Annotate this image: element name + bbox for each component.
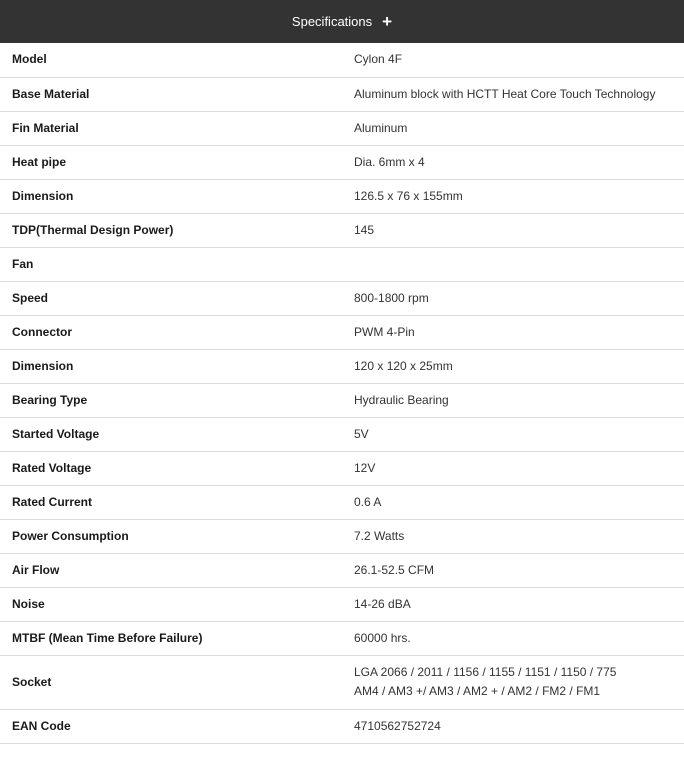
spec-value: 60000 hrs. [342, 621, 684, 655]
spec-label: Speed [0, 281, 342, 315]
spec-label: Fan [0, 247, 342, 281]
specifications-title: Specifications [291, 14, 373, 29]
spec-value [342, 247, 684, 281]
spec-label: Rated Voltage [0, 451, 342, 485]
spec-label: Heat pipe [0, 145, 342, 179]
spec-value-line-2: AM4 / AM3 +/ AM3 / AM2 + / AM2 / FM2 / FM1 [354, 684, 601, 698]
spec-value: Aluminum [342, 111, 684, 145]
spec-label: Dimension [0, 349, 342, 383]
spec-value: Cylon 4F [342, 43, 684, 77]
table-row [0, 621, 684, 655]
spec-value-multiline [342, 655, 684, 709]
table-row [0, 451, 684, 485]
spec-label: MTBF (Mean Time Before Failure) [0, 621, 342, 655]
spec-value: 120 x 120 x 25mm [342, 349, 684, 383]
table-row [0, 519, 684, 553]
table-row [0, 349, 684, 383]
table-row [0, 77, 684, 111]
spec-value: 5V [342, 417, 684, 451]
spec-label: Socket [0, 655, 342, 709]
table-row [0, 247, 684, 281]
spec-label: Connector [0, 315, 342, 349]
spec-label: Bearing Type [0, 383, 342, 417]
spec-value: Hydraulic Bearing [342, 383, 684, 417]
spec-label: EAN Code [0, 709, 342, 743]
specifications-toggle-header[interactable] [0, 0, 684, 43]
spec-label: Dimension [0, 179, 342, 213]
table-row [0, 553, 684, 587]
specifications-table [0, 43, 684, 744]
spec-label: Fin Material [0, 111, 342, 145]
spec-value: 0.6 A [342, 485, 684, 519]
table-row [0, 587, 684, 621]
table-row [0, 383, 684, 417]
spec-value: 126.5 x 76 x 155mm [342, 179, 684, 213]
spec-label: Started Voltage [0, 417, 342, 451]
spec-value: Dia. 6mm x 4 [342, 145, 684, 179]
spec-value: 14-26 dBA [342, 587, 684, 621]
table-row [0, 281, 684, 315]
spec-label: Model [0, 43, 342, 77]
table-row [0, 709, 684, 743]
spec-value: 800-1800 rpm [342, 281, 684, 315]
spec-label: Noise [0, 587, 342, 621]
spec-value: Aluminum block with HCTT Heat Core Touch Technology [342, 77, 684, 111]
spec-value: PWM 4-Pin [342, 315, 684, 349]
table-row [0, 43, 684, 77]
spec-value: 12V [342, 451, 684, 485]
spec-label: Base Material [0, 77, 342, 111]
table-row [0, 417, 684, 451]
spec-label: Air Flow [0, 553, 342, 587]
table-row [0, 145, 684, 179]
spec-label: Power Consumption [0, 519, 342, 553]
table-row [0, 213, 684, 247]
plus-icon[interactable]: + [382, 12, 393, 31]
table-row [0, 179, 684, 213]
spec-value: 7.2 Watts [342, 519, 684, 553]
table-row [0, 315, 684, 349]
spec-value: 26.1-52.5 CFM [342, 553, 684, 587]
table-row [0, 655, 684, 709]
spec-value: 4710562752724 [342, 709, 684, 743]
table-row [0, 485, 684, 519]
spec-value-line-1: LGA 2066 / 2011 / 1156 / 1155 / 1151 / 1150 / 775 [354, 665, 617, 679]
table-row [0, 111, 684, 145]
spec-label: TDP(Thermal Design Power) [0, 213, 342, 247]
spec-value: 145 [342, 213, 684, 247]
spec-label: Rated Current [0, 485, 342, 519]
